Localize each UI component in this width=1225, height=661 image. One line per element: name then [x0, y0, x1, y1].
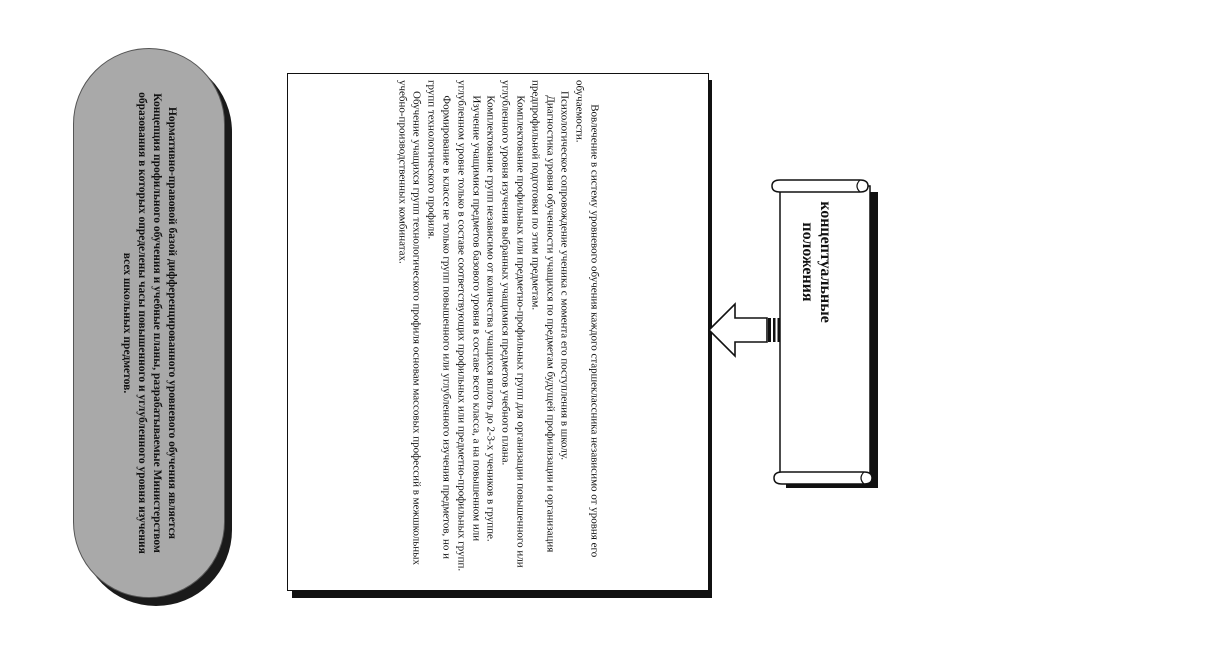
position-item: Комплектование групп независимо от количества учащихся вплоть до 2-3-х учеников в группе. — [485, 95, 497, 542]
position-item: Изучение учащимися предметов базового уровня в составе всего класса, а на повышенном или углубленном уровне только в составе соответствующих профильных или предметно-профильных групп. — [455, 80, 483, 572]
position-item: Обучение учащихся групп технологического профиля основам массовых профессий в межшкольных учебно-производственных комбинатах. — [396, 80, 424, 565]
legal-basis-text: Нормативно-правовой базой дифференцированного уровневого обучения является Концепция профильного обучения и учебные планы, разрабатываемые Министерством образования в которых определены часы повышенного и углубленного уровня изучения всех школьных предметов. — [121, 92, 178, 554]
position-item: Формирование в классе не только групп повышенного или углубленного изучения предметов, но и групп технологического профиля. — [425, 80, 453, 560]
position-item: Психологическое сопровождение ученика с момента его поступления в школу. — [558, 91, 571, 461]
position-item: Вовлечение в систему уровневого обучения каждого старшеклассника независимо от уровня его обучаемости. — [573, 80, 601, 558]
positions-list — [394, 80, 601, 580]
position-item: Комплектование профильных или предметно-профильных групп для организации повышенного или углубленного уровня изучения выбранных учащимися предметов учебного плана. — [499, 80, 527, 568]
position-item: Диагностика уровня обученности учащихся по предметам будущей профилизации и организация предпрофильной подготовки по этим предметам. — [529, 80, 557, 553]
concept-title: концептуальные положения — [799, 201, 834, 323]
